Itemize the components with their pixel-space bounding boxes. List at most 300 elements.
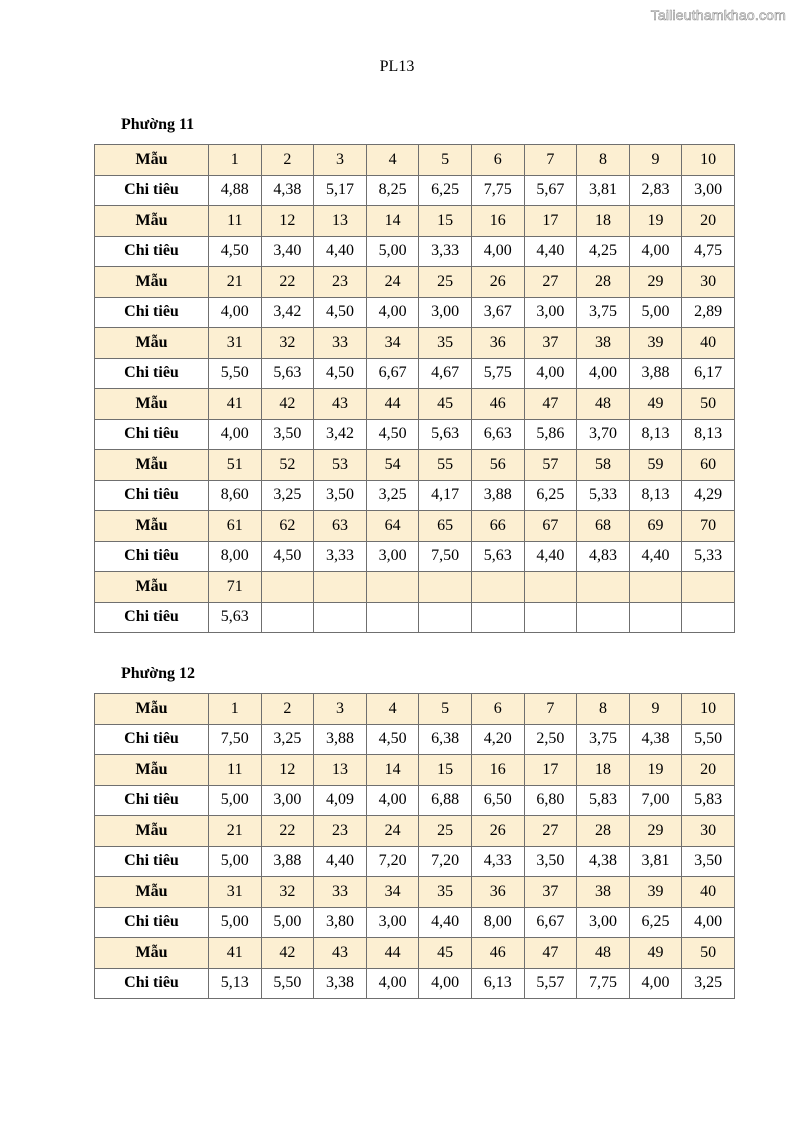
table-cell: 45 [419,389,472,420]
table-cell: 39 [629,877,682,908]
table-cell: 41 [209,389,262,420]
table-cell: 14 [366,755,419,786]
value-row [95,907,735,938]
table-cell: 50 [682,389,735,420]
row-header: Mẫu [95,755,209,786]
table-cell: 3,88 [629,358,682,389]
section-title-phuong-11: Phường 11 [121,116,195,133]
table-cell [314,572,367,603]
table-cell: 27 [524,267,577,298]
table-cell: 5,50 [682,724,735,755]
table-cell: 3,00 [366,541,419,572]
table-cell: 3,25 [261,480,314,511]
sample-number-row [95,145,735,176]
table-cell: 4,67 [419,358,472,389]
table-cell: 3,42 [314,419,367,450]
table-cell: 4,38 [577,846,630,877]
row-header: Mẫu [95,450,209,481]
table-cell: 35 [419,328,472,359]
table-cell: 5,13 [209,968,262,999]
table-cell: 6 [471,145,524,176]
table-cell: 7 [524,145,577,176]
table-cell: 4,33 [471,846,524,877]
table-cell: 5,57 [524,968,577,999]
row-header: Mẫu [95,206,209,237]
table-cell: 3,88 [261,846,314,877]
table-cell: 26 [471,816,524,847]
row-header: Mẫu [95,145,209,176]
row-header: Mẫu [95,389,209,420]
table-cell: 4,00 [209,297,262,328]
table-cell: 4,38 [261,175,314,206]
table-cell: 4,09 [314,785,367,816]
table-cell: 4,50 [261,541,314,572]
sample-number-row [95,328,735,359]
table-cell: 5,83 [682,785,735,816]
table-cell: 37 [524,328,577,359]
table-cell: 36 [471,877,524,908]
table-cell: 32 [261,877,314,908]
table-cell: 10 [682,694,735,725]
table-cell: 70 [682,511,735,542]
row-header: Chi tiêu [95,724,209,755]
table-cell: 4,50 [209,236,262,267]
table-cell: 3,00 [682,175,735,206]
table-cell: 12 [261,206,314,237]
table-cell: 4,17 [419,480,472,511]
table-cell: 24 [366,816,419,847]
table-cell: 20 [682,206,735,237]
row-header: Chi tiêu [95,480,209,511]
table-cell: 6,80 [524,785,577,816]
table-cell: 3 [314,145,367,176]
table-cell: 4,00 [577,358,630,389]
table-cell: 15 [419,206,472,237]
table-cell: 5,00 [209,907,262,938]
sample-number-row [95,816,735,847]
table-cell: 26 [471,267,524,298]
page-label: PL13 [379,58,415,75]
table-cell: 44 [366,389,419,420]
table-cell: 9 [629,694,682,725]
table-cell: 5,00 [209,785,262,816]
table-cell: 22 [261,267,314,298]
table-cell [471,602,524,633]
table-cell: 27 [524,816,577,847]
table-cell: 2,89 [682,297,735,328]
table-cell: 12 [261,755,314,786]
table-cell: 69 [629,511,682,542]
sample-number-row [95,938,735,969]
table-cell: 66 [471,511,524,542]
table-cell: 6,50 [471,785,524,816]
table-cell: 65 [419,511,472,542]
table-cell: 8,00 [209,541,262,572]
table-cell: 3,38 [314,968,367,999]
table-cell: 4,40 [524,236,577,267]
table-cell [314,602,367,633]
table-cell: 52 [261,450,314,481]
value-row [95,358,735,389]
sample-number-row [95,572,735,603]
table-cell: 56 [471,450,524,481]
table-cell: 4,40 [314,236,367,267]
table-cell: 4,50 [314,358,367,389]
table-cell: 58 [577,450,630,481]
table-cell: 34 [366,877,419,908]
table-cell: 3,88 [471,480,524,511]
value-row [95,785,735,816]
table-cell: 16 [471,755,524,786]
table-cell: 7 [524,694,577,725]
table-cell: 46 [471,389,524,420]
table-cell: 60 [682,450,735,481]
table-cell [577,602,630,633]
table-cell: 5,63 [419,419,472,450]
table-cell: 5,00 [629,297,682,328]
table-cell: 5,00 [366,236,419,267]
table-cell: 3,75 [577,297,630,328]
value-row [95,419,735,450]
table-cell: 64 [366,511,419,542]
row-header: Mẫu [95,694,209,725]
row-header: Chi tiêu [95,358,209,389]
table-cell: 4,20 [471,724,524,755]
table-cell: 5,00 [261,907,314,938]
row-header: Mẫu [95,877,209,908]
table-cell: 4,50 [366,724,419,755]
table-cell: 4,25 [577,236,630,267]
table-cell [366,572,419,603]
table-cell: 8 [577,694,630,725]
table-cell: 3,00 [366,907,419,938]
table-cell: 3,50 [524,846,577,877]
table-cell: 4,83 [577,541,630,572]
table-cell: 5,83 [577,785,630,816]
table-cell: 47 [524,389,577,420]
table-cell: 48 [577,938,630,969]
table-cell: 35 [419,877,472,908]
value-row [95,724,735,755]
table-cell: 5,00 [209,846,262,877]
table-cell [629,572,682,603]
sample-number-row [95,511,735,542]
table-cell: 3,40 [261,236,314,267]
table-cell: 10 [682,145,735,176]
table-cell: 4,40 [629,541,682,572]
row-header: Chi tiêu [95,236,209,267]
sample-number-row [95,694,735,725]
table-cell: 22 [261,816,314,847]
sample-number-row [95,206,735,237]
value-row [95,297,735,328]
table-cell [629,602,682,633]
table-cell: 68 [577,511,630,542]
table-cell: 28 [577,267,630,298]
table-cell: 36 [471,328,524,359]
table-cell: 8,00 [471,907,524,938]
table-cell: 6,25 [419,175,472,206]
table-cell: 20 [682,755,735,786]
table-cell: 18 [577,206,630,237]
table-cell: 8 [577,145,630,176]
section-title-phuong-12: Phường 12 [121,665,196,682]
table-cell: 30 [682,267,735,298]
row-header: Chi tiêu [95,419,209,450]
table-cell: 42 [261,938,314,969]
table-cell: 30 [682,816,735,847]
row-header: Mẫu [95,267,209,298]
table-cell: 3 [314,694,367,725]
table-cell: 4,00 [366,968,419,999]
table-cell: 14 [366,206,419,237]
table-cell [682,602,735,633]
table-cell: 7,20 [366,846,419,877]
table-cell: 5 [419,145,472,176]
data-table-phuong-12 [94,693,735,999]
table-cell: 5,50 [209,358,262,389]
table-cell: 3,25 [682,968,735,999]
table-cell: 9 [629,145,682,176]
table-cell: 6,13 [471,968,524,999]
table-cell: 5,63 [261,358,314,389]
watermark-text: Tailieuthamkhao.com [650,7,786,23]
value-row [95,846,735,877]
table-cell [524,572,577,603]
table-cell: 3,25 [366,480,419,511]
table-cell: 8,13 [629,480,682,511]
table-cell: 6,25 [629,907,682,938]
value-row [95,968,735,999]
table-cell: 6,17 [682,358,735,389]
table-cell: 4,40 [524,541,577,572]
table-cell: 62 [261,511,314,542]
table-cell: 2 [261,694,314,725]
table-cell: 39 [629,328,682,359]
value-row [95,480,735,511]
table-cell: 17 [524,206,577,237]
table-cell: 33 [314,877,367,908]
table-cell: 2 [261,145,314,176]
table-cell: 5,63 [471,541,524,572]
table-cell: 3,25 [261,724,314,755]
table-cell [682,572,735,603]
table-cell: 41 [209,938,262,969]
table-cell: 40 [682,328,735,359]
row-header: Chi tiêu [95,541,209,572]
table-cell: 2,83 [629,175,682,206]
table-cell: 5 [419,694,472,725]
value-row [95,175,735,206]
table-cell: 1 [209,145,262,176]
table-cell: 33 [314,328,367,359]
table-cell: 61 [209,511,262,542]
table-cell: 59 [629,450,682,481]
table-cell: 13 [314,755,367,786]
table-cell: 8,60 [209,480,262,511]
row-header: Chi tiêu [95,907,209,938]
table-cell: 5,86 [524,419,577,450]
table-cell: 6 [471,694,524,725]
table-cell: 23 [314,816,367,847]
table-cell: 31 [209,877,262,908]
table-cell: 29 [629,267,682,298]
table-cell: 4,38 [629,724,682,755]
table-cell: 29 [629,816,682,847]
table-cell: 3,33 [419,236,472,267]
row-header: Mẫu [95,816,209,847]
sample-number-row [95,877,735,908]
row-header: Chi tiêu [95,175,209,206]
table-cell: 31 [209,328,262,359]
row-header: Chi tiêu [95,602,209,633]
table-cell: 4,00 [682,907,735,938]
table-cell: 21 [209,267,262,298]
table-cell: 3,00 [261,785,314,816]
table-cell: 8,13 [682,419,735,450]
table-cell: 4,29 [682,480,735,511]
table-cell: 7,20 [419,846,472,877]
row-header: Chi tiêu [95,846,209,877]
table-cell: 4,50 [366,419,419,450]
table-cell: 23 [314,267,367,298]
table-cell: 5,67 [524,175,577,206]
table-cell: 17 [524,755,577,786]
row-header: Mẫu [95,938,209,969]
table-cell: 6,67 [366,358,419,389]
table-cell: 8,25 [366,175,419,206]
table-cell: 15 [419,755,472,786]
table-cell: 28 [577,816,630,847]
table-cell: 49 [629,389,682,420]
table-cell: 7,50 [209,724,262,755]
table-cell: 7,00 [629,785,682,816]
table-cell: 24 [366,267,419,298]
table-cell: 4,00 [629,236,682,267]
table-cell: 71 [209,572,262,603]
table-cell: 4 [366,145,419,176]
table-cell: 3,42 [261,297,314,328]
table-cell [419,572,472,603]
table-cell: 42 [261,389,314,420]
table-cell: 4,00 [366,297,419,328]
table-cell: 7,50 [419,541,472,572]
table-cell: 3,50 [682,846,735,877]
table-cell: 4,75 [682,236,735,267]
table-cell: 5,33 [577,480,630,511]
data-table-phuong-11 [94,144,735,633]
table-cell: 7,75 [471,175,524,206]
table-cell: 3,88 [314,724,367,755]
table-cell: 25 [419,816,472,847]
table-cell: 44 [366,938,419,969]
table-cell: 3,33 [314,541,367,572]
table-cell: 25 [419,267,472,298]
table-cell [419,602,472,633]
table-cell: 6,38 [419,724,472,755]
table-cell: 5,17 [314,175,367,206]
table-cell: 37 [524,877,577,908]
row-header: Mẫu [95,572,209,603]
table-cell: 21 [209,816,262,847]
table-cell: 11 [209,206,262,237]
table-cell [577,572,630,603]
table-cell: 3,75 [577,724,630,755]
table-cell: 46 [471,938,524,969]
table-cell: 3,67 [471,297,524,328]
table-cell: 19 [629,206,682,237]
table-cell: 43 [314,389,367,420]
table-cell: 5,50 [261,968,314,999]
table-cell: 34 [366,328,419,359]
row-header: Chi tiêu [95,785,209,816]
table-cell: 55 [419,450,472,481]
row-header: Chi tiêu [95,968,209,999]
table-cell: 4,88 [209,175,262,206]
table-cell: 19 [629,755,682,786]
table-cell: 47 [524,938,577,969]
table-cell: 18 [577,755,630,786]
table-cell: 50 [682,938,735,969]
table-cell: 3,80 [314,907,367,938]
table-cell: 4,00 [366,785,419,816]
table-cell: 6,25 [524,480,577,511]
table-cell: 1 [209,694,262,725]
table-cell: 3,50 [261,419,314,450]
table-cell: 4,00 [629,968,682,999]
table-cell: 53 [314,450,367,481]
table-cell: 4,40 [419,907,472,938]
table-cell: 8,13 [629,419,682,450]
table-cell: 3,81 [577,175,630,206]
table-cell: 4,50 [314,297,367,328]
value-row [95,541,735,572]
table-cell: 5,63 [209,602,262,633]
table-cell: 11 [209,755,262,786]
table-cell [524,602,577,633]
row-header: Mẫu [95,511,209,542]
value-row [95,602,735,633]
table-cell: 5,75 [471,358,524,389]
table-cell: 7,75 [577,968,630,999]
table-cell: 63 [314,511,367,542]
sample-number-row [95,755,735,786]
table-cell: 6,88 [419,785,472,816]
table-cell [471,572,524,603]
table-cell: 3,00 [577,907,630,938]
table-cell [366,602,419,633]
table-cell: 4,00 [471,236,524,267]
table-cell: 4,40 [314,846,367,877]
sample-number-row [95,450,735,481]
table-cell: 43 [314,938,367,969]
table-cell: 6,67 [524,907,577,938]
table-cell: 49 [629,938,682,969]
table-cell: 4,00 [524,358,577,389]
table-cell: 48 [577,389,630,420]
table-cell: 40 [682,877,735,908]
table-cell [261,572,314,603]
table-cell: 57 [524,450,577,481]
table-cell: 4 [366,694,419,725]
table-cell: 3,00 [524,297,577,328]
sample-number-row [95,267,735,298]
table-cell: 3,50 [314,480,367,511]
row-header: Mẫu [95,328,209,359]
table-cell: 3,70 [577,419,630,450]
table-cell: 38 [577,328,630,359]
table-cell: 51 [209,450,262,481]
